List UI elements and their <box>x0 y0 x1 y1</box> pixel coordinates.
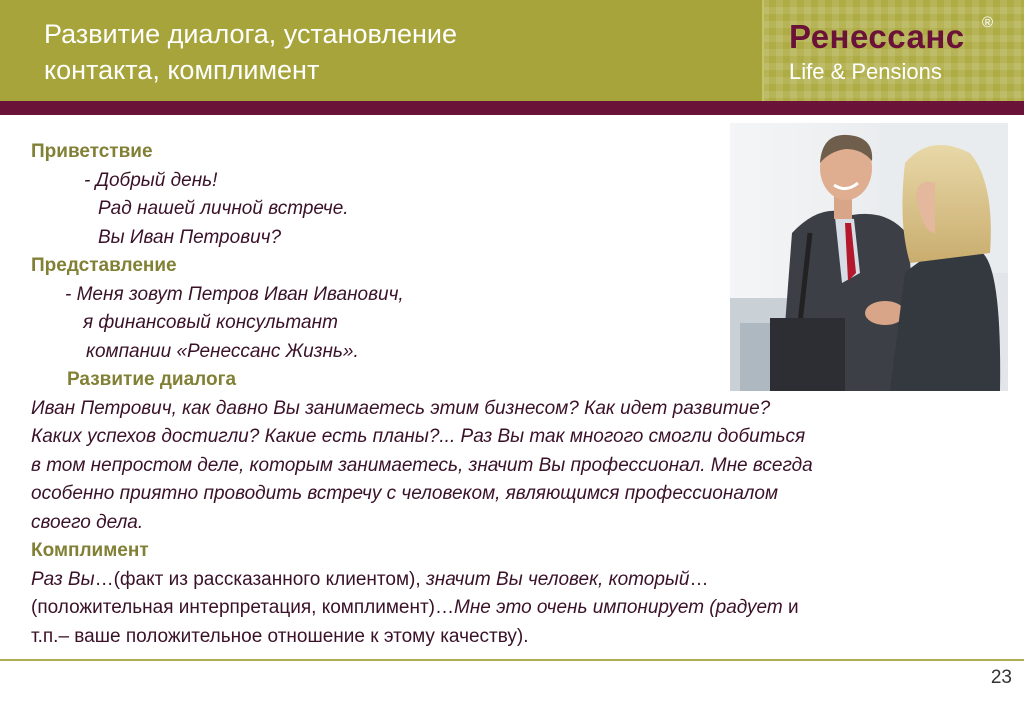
compliment-text: и <box>782 597 799 618</box>
compliment-text-italic: Мне это очень импонирует (радует <box>454 597 783 618</box>
greeting-line: Вы Иван Петрович? <box>98 226 282 248</box>
slide-title <box>44 16 724 88</box>
slide-content <box>31 138 1001 651</box>
brand-name: Ренессанс <box>789 18 965 55</box>
dialog-line: особенно приятно проводить встречу с человеком, являющимся профессионалом <box>31 483 778 504</box>
title-line-1: Развитие диалога, установление <box>44 19 458 49</box>
greeting-line: Рад нашей личной встрече. <box>98 198 349 219</box>
intro-line: компании «Ренессанс Жизнь». <box>86 340 359 362</box>
greeting-line: - Добрый день! <box>84 169 218 191</box>
compliment-heading: Комплимент <box>31 540 149 561</box>
compliment-text: … <box>689 568 709 590</box>
compliment-text: (положительная интерпретация, комплимент)… <box>31 597 454 618</box>
footer-divider <box>0 659 1024 661</box>
title-line-2: контакта, комплимент <box>44 55 320 85</box>
dialog-line: своего дела. <box>31 511 144 533</box>
compliment-line-3: т.п.– ваше положительное отношение к этому качеству). <box>31 625 529 647</box>
dialog-line: Иван Петрович, как давно Вы занимаетесь этим бизнесом? Как идет развитие? <box>31 397 771 419</box>
intro-heading: Представление <box>31 255 177 276</box>
compliment-text: …(факт из рассказанного клиентом), <box>94 568 426 590</box>
compliment-text-italic: значит Вы человек, который <box>425 568 690 590</box>
header-divider <box>762 0 764 101</box>
page-number: 23 <box>990 667 1012 688</box>
slide-header <box>0 0 1024 101</box>
registered-mark: ® <box>982 14 994 31</box>
intro-line: - Меня зовут Петров Иван Иванович, <box>65 283 404 305</box>
header-accent-bar <box>0 101 1024 115</box>
brand-logo <box>789 14 1009 86</box>
compliment-text-italic: Раз Вы <box>31 568 95 590</box>
greeting-heading: Приветствие <box>31 141 153 162</box>
dialog-line: Каких успехов достигли? Какие есть планы?... Раз Вы так многого смогли добиться <box>31 426 806 447</box>
brand-subtitle: Life & Pensions <box>789 59 942 84</box>
dialog-line: в том непростом деле, которым занимаетесь, значит Вы профессионал. Мне всегда <box>31 454 813 476</box>
dialog-heading: Развитие диалога <box>67 369 237 390</box>
compliment-line-2 <box>31 594 1001 623</box>
compliment-line-1 <box>31 566 1001 595</box>
intro-line: я финансовый консультант <box>83 312 338 333</box>
